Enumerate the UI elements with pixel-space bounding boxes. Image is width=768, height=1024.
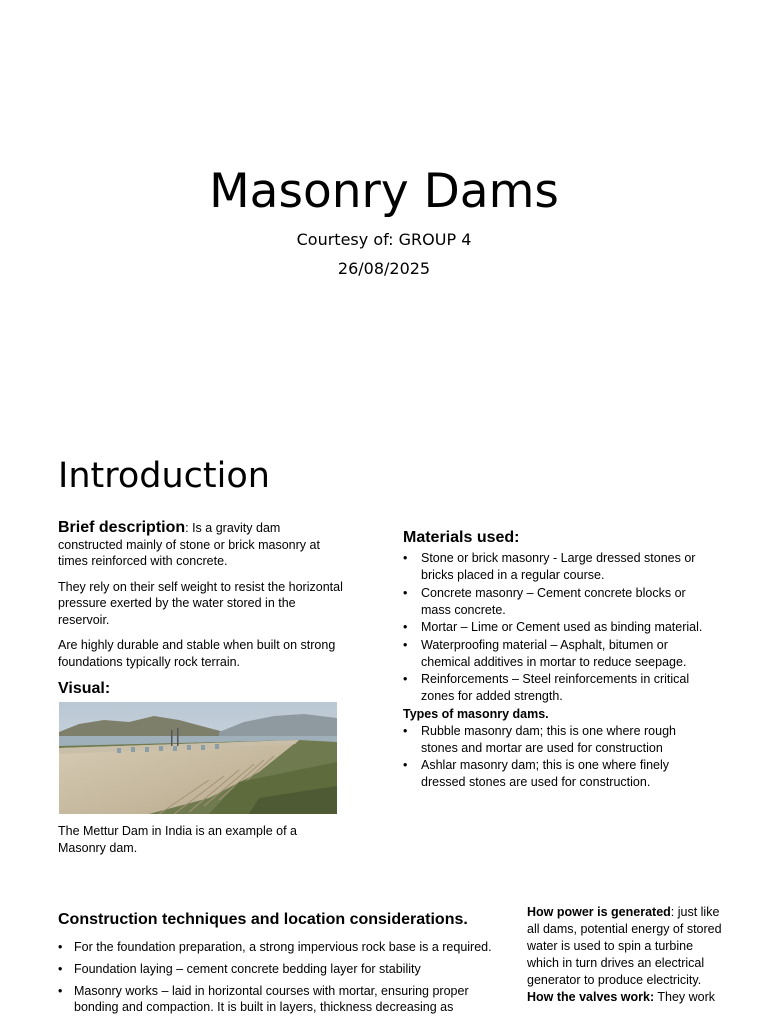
valves-paragraph — [527, 989, 725, 1006]
construction-heading: Construction techniques and location considerations. — [58, 911, 468, 928]
list-item: • Ashlar masonry dam; this is one where finely dressed stones are used for construction. — [403, 757, 703, 791]
construction-slide — [0, 864, 768, 1024]
dam-photo — [59, 702, 337, 814]
construction-column — [58, 910, 503, 1021]
subtitle-courtesy: Courtesy of: GROUP 4 — [296, 230, 472, 249]
list-item: • Foundation laying – cement concrete bedding layer for stability — [58, 961, 503, 977]
techniques-list — [58, 939, 503, 1015]
list-item: • Waterproofing material – Asphalt, bitumen or chemical additives in mortar to reduce seepage. — [403, 637, 703, 671]
brief-label: Brief description — [58, 519, 186, 536]
list-item: • Mortar – Lime or Cement used as binding material. — [403, 619, 703, 636]
materials-heading: Materials used: — [403, 529, 520, 546]
list-item: • Stone or brick masonry - Large dressed stones or bricks placed in a regular course. — [403, 550, 703, 584]
paragraph-durability: Are highly durable and stable when built on strong foundations typically rock terrain. — [58, 638, 336, 669]
list-item: • Concrete masonry – Cement concrete blocks or mass concrete. — [403, 585, 703, 619]
types-list — [403, 723, 703, 792]
photo-caption: The Mettur Dam in India is an example of a Masonry dam. — [58, 824, 298, 855]
list-item: • Masonry works – laid in horizontal courses with mortar, ensuring proper bonding and compaction. It is built in layers, thickness decreasing as — [58, 983, 503, 1015]
subtitle-date: 26/08/2025 — [337, 259, 431, 278]
right-column — [403, 528, 703, 792]
valves-text: They work — [654, 990, 716, 1004]
power-text: : just like all dams, potential energy of stored water is used to spin a turbine which in turn drives an electrical generator to produce electricity. — [527, 905, 722, 987]
power-paragraph — [527, 904, 725, 989]
slide-title: Masonry Dams — [209, 164, 559, 219]
list-item: • For the foundation preparation, a strong impervious rock base is a required. — [58, 939, 503, 955]
brief-description — [58, 520, 343, 570]
visual-label: Visual: — [58, 680, 111, 697]
left-column — [58, 520, 343, 865]
brief-text: : Is a gravity dam constructed mainly of stone or brick masonry at times reinforced with concrete. — [58, 521, 320, 568]
title-slide — [0, 0, 768, 432]
power-column — [527, 904, 725, 1006]
materials-list — [403, 550, 703, 705]
list-item: • Reinforcements – Steel reinforcements in critical zones for added strength. — [403, 671, 703, 705]
paragraph-self-weight: They rely on their self weight to resist the horizontal pressure exerted by the water stored in the reservoir. — [58, 579, 343, 627]
power-label: How power is generated — [527, 905, 671, 919]
introduction-slide — [0, 432, 768, 864]
valves-label: How the valves work: — [527, 990, 655, 1004]
types-label: Types of masonry dams. — [403, 706, 549, 721]
introduction-heading: Introduction — [58, 456, 270, 496]
list-item: • Rubble masonry dam; this is one where rough stones and mortar are used for construction — [403, 723, 703, 757]
